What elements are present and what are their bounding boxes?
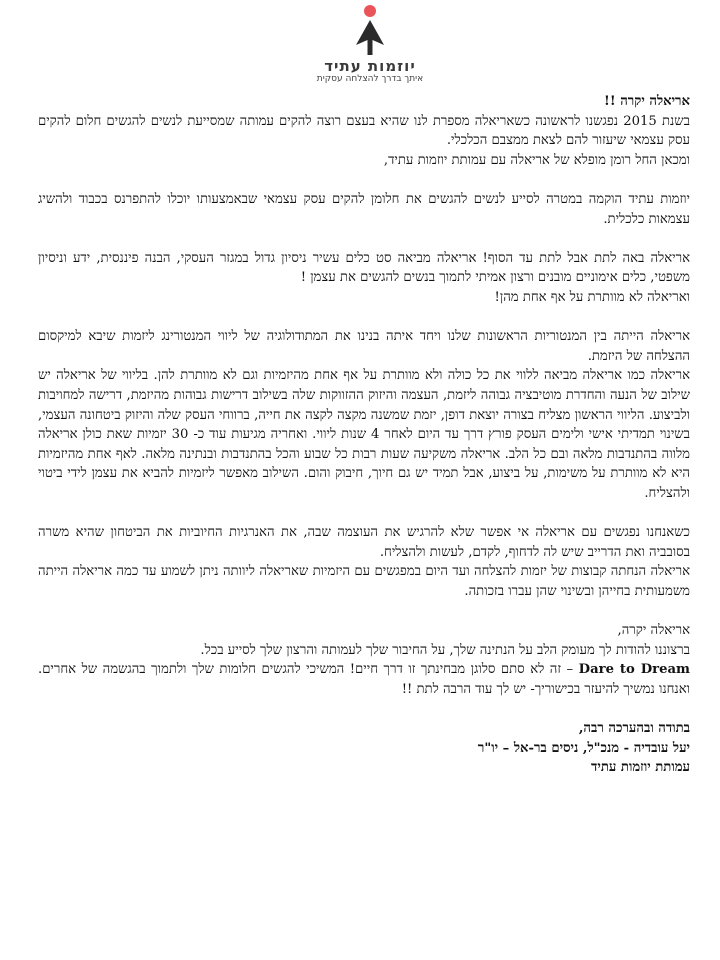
paragraph-4-line-2: אריאלה כמו אריאלה מביאה ללווי את כל כולה ולא מוותרת על אף אחת מהיזמיות וגם לא מוותרת להן. בליווי של אריאלה יש שילוב של הנעה והחדרת מוטיבציה גבוהה ליזמת, העצמה והיזוק ההזווקות שלה בשילוב דרישות גבוהות מהיזמת, דרישה למחויבות ולביצוע. הליווי הראשון מצליח בצורה יוצאת דופן, יזמת שמשנה מקצה לקצה את חייה, ברווחי העסק שלה והיזוק ביטחונה העצמי, בשינוי תמדיתי אישי ולימים העסק פורץ דרך עד היום לאחר 4 שנות ליווי. ואחריה מגיעות עוד כ- 30 יזמיות שאת כולן אריאלה מלווה בהתנדבות מלאה ובם כל הלב. אריאלה משקיעה שעות רבות כל שבוע והכל בהתנדבות ובנתינה מלאה. לאף אחת מהיזמיות היא לא מוותרת על משימות, על ביצוע, אבל תמיד יש גם חיוך, חיבוק והום. השילוב מאפשר ליזמיות להביא את עצמן לידי ביטוי ולהצליח. [38, 368, 690, 501]
slogan-text: Dare to Dream [578, 662, 690, 678]
closing-line-2 [38, 660, 690, 699]
logo-tagline: איתך בדרך להצלחה עסקית [316, 74, 424, 84]
paragraph-3-line-2: ואריאלה לא מוותרת על אף אחת מהן! [494, 289, 690, 305]
signoff-organization: עמותת יוזמות עתיד [591, 760, 690, 776]
logo-name: יוזמות עתיד [324, 57, 416, 75]
signoff-names: יעל עובדיה - מנכ"ל, ניסים בר-אל – יו"ר [477, 740, 690, 756]
letter-greeting: אריאלה יקרה !! [604, 94, 690, 109]
paragraph-3-line-1: אריאלה באה לתת אבל לתת עד הסוף! אריאלה מביאה סט כלים עשיר ניסיון גדול במגזר העסקי, הבנה פיננסית, ידע וניסיון משפטי, כלים אימוניים מובנים ורצון אמיתי לתמוך בנשים להגשים את עצמן ! [38, 250, 690, 286]
closing-line-1: ברצוננו להודות לך מעומק הלב על הנתינה שלך, על החיבור שלך לעמותה והרצון שלך לסייע בכל. [200, 642, 690, 658]
closing-line-2-rest: – זה לא סתם סלוגן מבחינתך זו דרך חיים! המשיכי להגשים חלומות שלך ולתמוך בהגשמה של אחרים. ואנחנו נמשיך להיעזר בכישוריך- יש לך עוד הרבה לתת !! [38, 662, 690, 697]
paragraph-1-line-1: בשנת 2015 נפגשנו לראשונה כשאריאלה מספרת לנו שהיא בעצם רוצה להקים עמותה שמסייעת לנשים להגשים חלום להקים עסק עצמאי שיעזור להם לצאת ממצבם הכלכלי. [38, 113, 690, 149]
signoff-thanks: בתודה ובהערכה רבה, [578, 721, 690, 736]
paragraph-1-line-2: ומכאן החל רומן מופלא של אריאלה עם עמותת יוזמות עתיד, [383, 152, 690, 168]
paragraph-5-line-1: כשאנחנו נפגשים עם אריאלה אי אפשר שלא להרגיש את העוצמה שבה, את האנרגיות החיוביות את הביטחון שהיא משרה בסובביה ואת הדרייב שיש לה לדחוף, לקדם, לעשות ולהצליח. [38, 525, 690, 560]
closing-greeting: אריאלה יקרה, [617, 623, 690, 639]
paragraph-2: יוזמות עתיד הוקמה במטרה לסייע לנשים להגשים את חלומן להקים עסק עצמאי שבאמצעותו יוכלו להתפרנס בכבוד ולהשיג עצמאות כלכלית. [38, 191, 690, 227]
organization-logo [300, 4, 440, 96]
logo-emblem-icon [350, 4, 390, 56]
letter-body [38, 92, 690, 778]
paragraph-4-line-1: אריאלה הייתה בין המנטוריות הראשונות שלנו ויחד איתה בנינו את המתודולוגיה של ליווי המנטורינג ליזמות שיבא למיקסום ההצלחה של היזמת. [38, 329, 690, 364]
paragraph-5-line-2: אריאלה הנחתה קבוצות של יזמות להצלחה ועד היום במפגשים עם היזמיות שאריאלה ליוותה ניתן לשמוע עד כמה אריאלה הייתה משמעותית בחייהן ובשינוי שהן עברו בזכותה. [38, 564, 690, 599]
